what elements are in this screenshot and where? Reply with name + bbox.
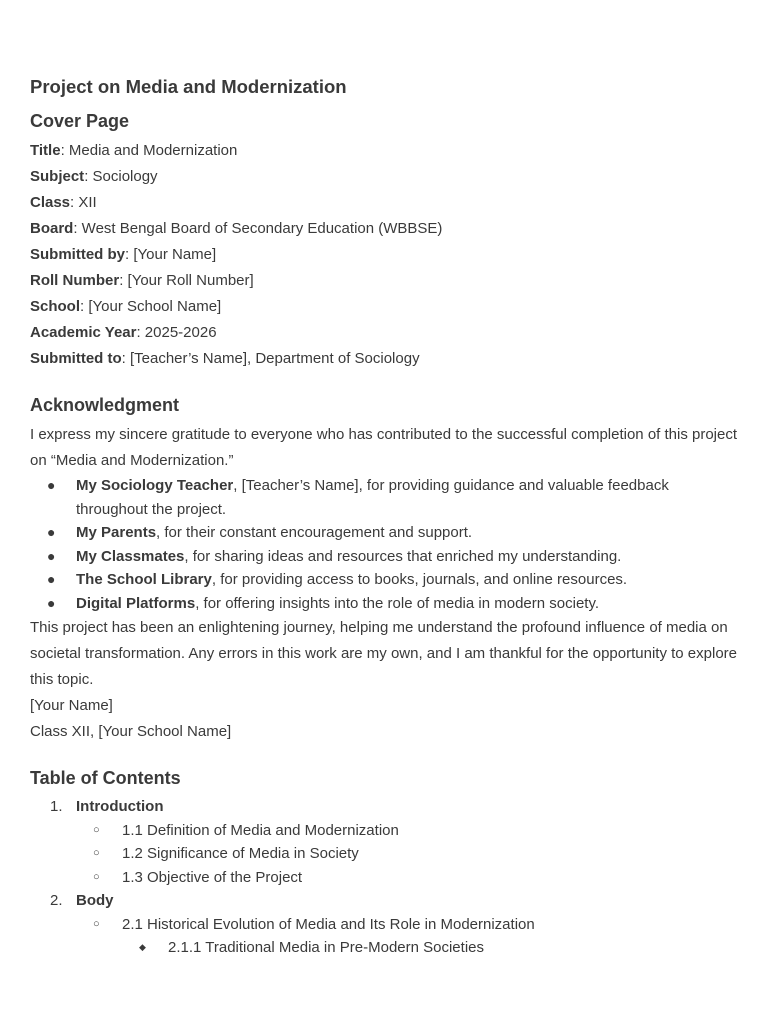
document-title: Project on Media and Modernization <box>30 76 347 97</box>
list-item <box>47 474 738 521</box>
field-value: : [Your Roll Number] <box>119 272 254 289</box>
circle-bullet-icon: ○ <box>93 870 100 883</box>
cover-field-academic-year <box>30 320 738 346</box>
toc-sublabel: 1.3 Objective of the Project <box>122 868 303 886</box>
toc-sublabel: 1.1 Definition of Media and Modernization <box>122 821 399 839</box>
toc-label: Introduction <box>76 798 164 815</box>
list-item <box>47 568 738 592</box>
item-bold: My Sociology Teacher <box>76 477 234 494</box>
field-label: Academic Year <box>30 324 137 341</box>
toc-label: Body <box>76 892 114 909</box>
field-value: : [Teacher’s Name], Department of Sociology <box>121 350 420 367</box>
bullet-icon: ● <box>47 571 56 587</box>
toc-sublist <box>76 913 738 960</box>
bullet-icon: ● <box>47 594 56 611</box>
item-bold: Digital Platforms <box>76 594 196 612</box>
acknowledgment-closing: This project has been an enlightening journey, helping me understand the profound influence of media on societal transformation. Any errors in this work are my own, and I am thankful for the opportunity to explore this topic. <box>30 619 737 688</box>
toc-subitem <box>93 842 738 866</box>
toc-subsublist <box>122 936 738 960</box>
item-text: , for offering insights into the role of media in modern society. <box>195 594 600 612</box>
field-value: : [Your Name] <box>125 246 217 263</box>
cover-field-board <box>30 216 738 242</box>
field-label: Board <box>30 220 74 237</box>
diamond-bullet-icon: ◆ <box>139 942 146 952</box>
toc-number: 2. <box>50 892 63 909</box>
circle-bullet-icon: ○ <box>93 847 100 859</box>
toc-subitem <box>93 866 738 890</box>
toc-sublabel: 2.1 Historical Evolution of Media and Its Role in Modernization <box>122 915 535 933</box>
field-label: Title <box>30 142 61 159</box>
acknowledgment-intro: I express my sincere gratitude to everyone who has contributed to the successful completion of this project on “Media and Modernization.” <box>30 426 738 469</box>
field-value: : XII <box>70 194 97 211</box>
bullet-icon: ● <box>47 524 56 540</box>
cover-heading: Cover Page <box>30 111 130 131</box>
toc-item <box>50 889 738 960</box>
cover-field-submitted-by <box>30 242 738 268</box>
field-label: Roll Number <box>30 272 120 289</box>
field-label: Subject <box>30 168 85 185</box>
bullet-icon: ● <box>47 477 56 493</box>
cover-field-submitted-to <box>30 346 738 372</box>
toc-subitem <box>93 913 738 960</box>
signature-class: Class XII, [Your School Name] <box>30 723 232 740</box>
list-item <box>47 521 738 545</box>
field-value: : Media and Modernization <box>60 142 238 159</box>
circle-bullet-icon: ○ <box>93 917 100 930</box>
field-label: Class <box>30 194 71 211</box>
item-text: , [Teacher’s Name], for providing guidance and valuable feedback throughout the project. <box>76 477 669 518</box>
field-label: Submitted by <box>30 246 126 263</box>
circle-bullet-icon: ○ <box>93 823 100 836</box>
cover-field-school <box>30 294 738 320</box>
field-value: : West Bengal Board of Secondary Education (WBBSE) <box>73 220 443 237</box>
field-label: Submitted to <box>30 350 122 367</box>
toc-sublist <box>76 819 738 890</box>
item-bold: My Classmates <box>76 547 185 565</box>
table-of-contents <box>30 795 738 960</box>
item-text: , for sharing ideas and resources that enriched my understanding. <box>184 547 622 565</box>
toc-item <box>50 795 738 889</box>
list-item <box>47 592 738 616</box>
field-value: : 2025-2026 <box>136 324 217 341</box>
cover-field-title <box>30 138 738 164</box>
toc-sublabel: 1.2 Significance of Media in Society <box>122 845 359 862</box>
toc-subsublabel: 2.1.1 Traditional Media in Pre-Modern Societies <box>168 939 484 956</box>
field-value: : [Your School Name] <box>80 298 222 315</box>
bullet-icon: ● <box>47 547 56 564</box>
cover-field-class <box>30 190 738 216</box>
toc-number: 1. <box>50 798 63 815</box>
item-text: , for providing access to books, journals, and online resources. <box>211 571 628 588</box>
toc-subsubitem <box>139 936 738 960</box>
item-bold: My Parents <box>76 524 157 541</box>
toc-heading: Table of Contents <box>30 768 181 788</box>
acknowledgment-list <box>30 474 738 615</box>
list-item <box>47 545 738 569</box>
item-text: , for their constant encouragement and support. <box>156 524 473 541</box>
cover-fields <box>30 138 738 372</box>
cover-field-subject <box>30 164 738 190</box>
field-value: : Sociology <box>84 168 158 185</box>
item-bold: The School Library <box>76 571 212 588</box>
cover-field-roll-number <box>30 268 738 294</box>
signature-name: [Your Name] <box>30 697 113 714</box>
field-label: School <box>30 298 81 315</box>
acknowledgment-heading: Acknowledgment <box>30 395 180 415</box>
toc-subitem <box>93 819 738 843</box>
